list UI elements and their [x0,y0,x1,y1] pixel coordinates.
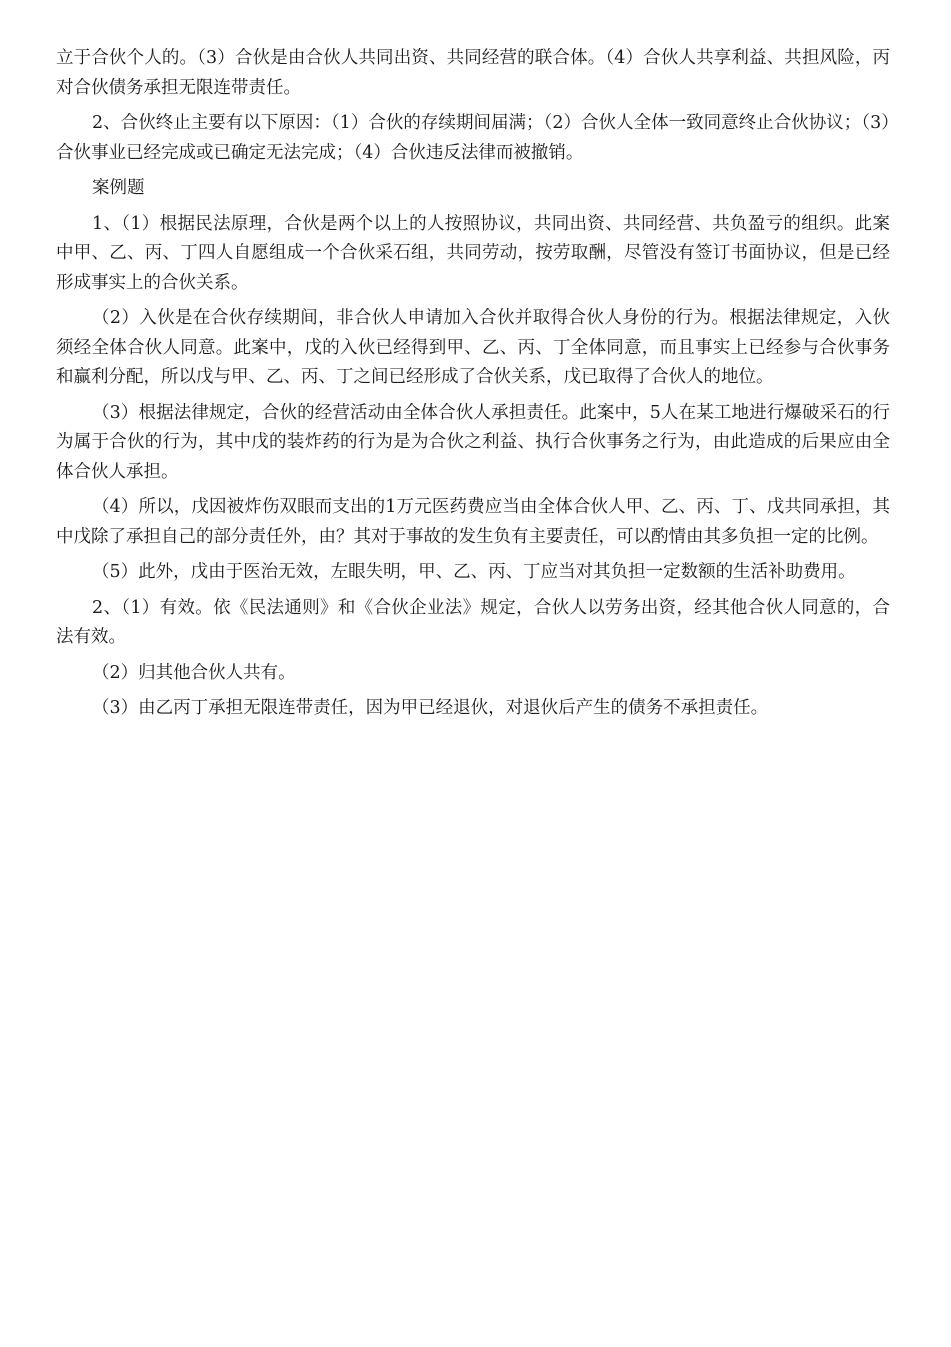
paragraph-case2-part3: （3）由乙丙丁承担无限连带责任，因为甲已经退伙，对退伙后产生的债务不承担责任。 [92,698,769,718]
document-body [56,44,890,730]
paragraph-case1-part1: 1、（1）根据民法原理，合伙是两个以上的人按照协议，共同出资、共同经营、共负盈亏的组织。此案中甲、乙、丙、丁四人自愿组成一个合伙采石组，共同劳动，按劳取酬，尽管没有签订书面协议，但是已经形成事实上的合伙关系。 [56,213,890,293]
paragraph-case1-part4: （4）所以，戊因被炸伤双眼而支出的1万元医药费应当由全体合伙人甲、乙、丙、丁、戊共同承担，其中戊除了承担自己的部分责任外，由？其对于事故的发生负有主要责任，可以酌情由其多负担一定的比例。 [56,497,890,547]
paragraph-case1-part3: （3）根据法律规定，合伙的经营活动由全体合伙人承担责任。此案中，5人在某工地进行爆破采石的行为属于合伙的行为，其中戊的装炸药的行为是为合伙之利益、执行合伙事务之行为，由此造成的后果应由全体合伙人承担。 [56,402,890,482]
paragraph-partnership-features-cont: 立于合伙个人的。（3）合伙是由合伙人共同出资、共同经营的联合体。（4）合伙人共享利益、共担风险，丙对合伙债务承担无限连带责任。 [56,48,890,98]
paragraph-case2-part2: （2）归其他合伙人共有。 [92,662,296,683]
paragraph-case2-part1: 2、（1）有效。依《民法通则》和《合伙企业法》规定，合伙人以劳务出资，经其他合伙人同意的，合法有效。 [56,597,890,647]
paragraph-partnership-termination: 2、合伙终止主要有以下原因：（1）合伙的存续期间届满；（2）合伙人全体一致同意终止合伙协议；（3）合伙事业已经完成或已确定无法完成；（4）合伙违反法律而被撤销。 [56,113,890,163]
section-heading-case-questions: 案例题 [92,178,145,198]
paragraph-case1-part2: （2）入伙是在合伙存续期间，非合伙人申请加入合伙并取得合伙人身份的行为。根据法律规定，入伙须经全体合伙人同意。此案中，戊的入伙已经得到甲、乙、丙、丁全体同意，而且事实上已经参与合伙事务和赢利分配，所以戊与甲、乙、丙、丁之间已经形成了合伙关系，戊已取得了合伙人的地位。 [56,308,890,387]
paragraph-case1-part5: （5）此外，戊由于医治无效，左眼失明，甲、乙、丙、丁应当对其负担一定数额的生活补助费用。 [92,562,856,582]
